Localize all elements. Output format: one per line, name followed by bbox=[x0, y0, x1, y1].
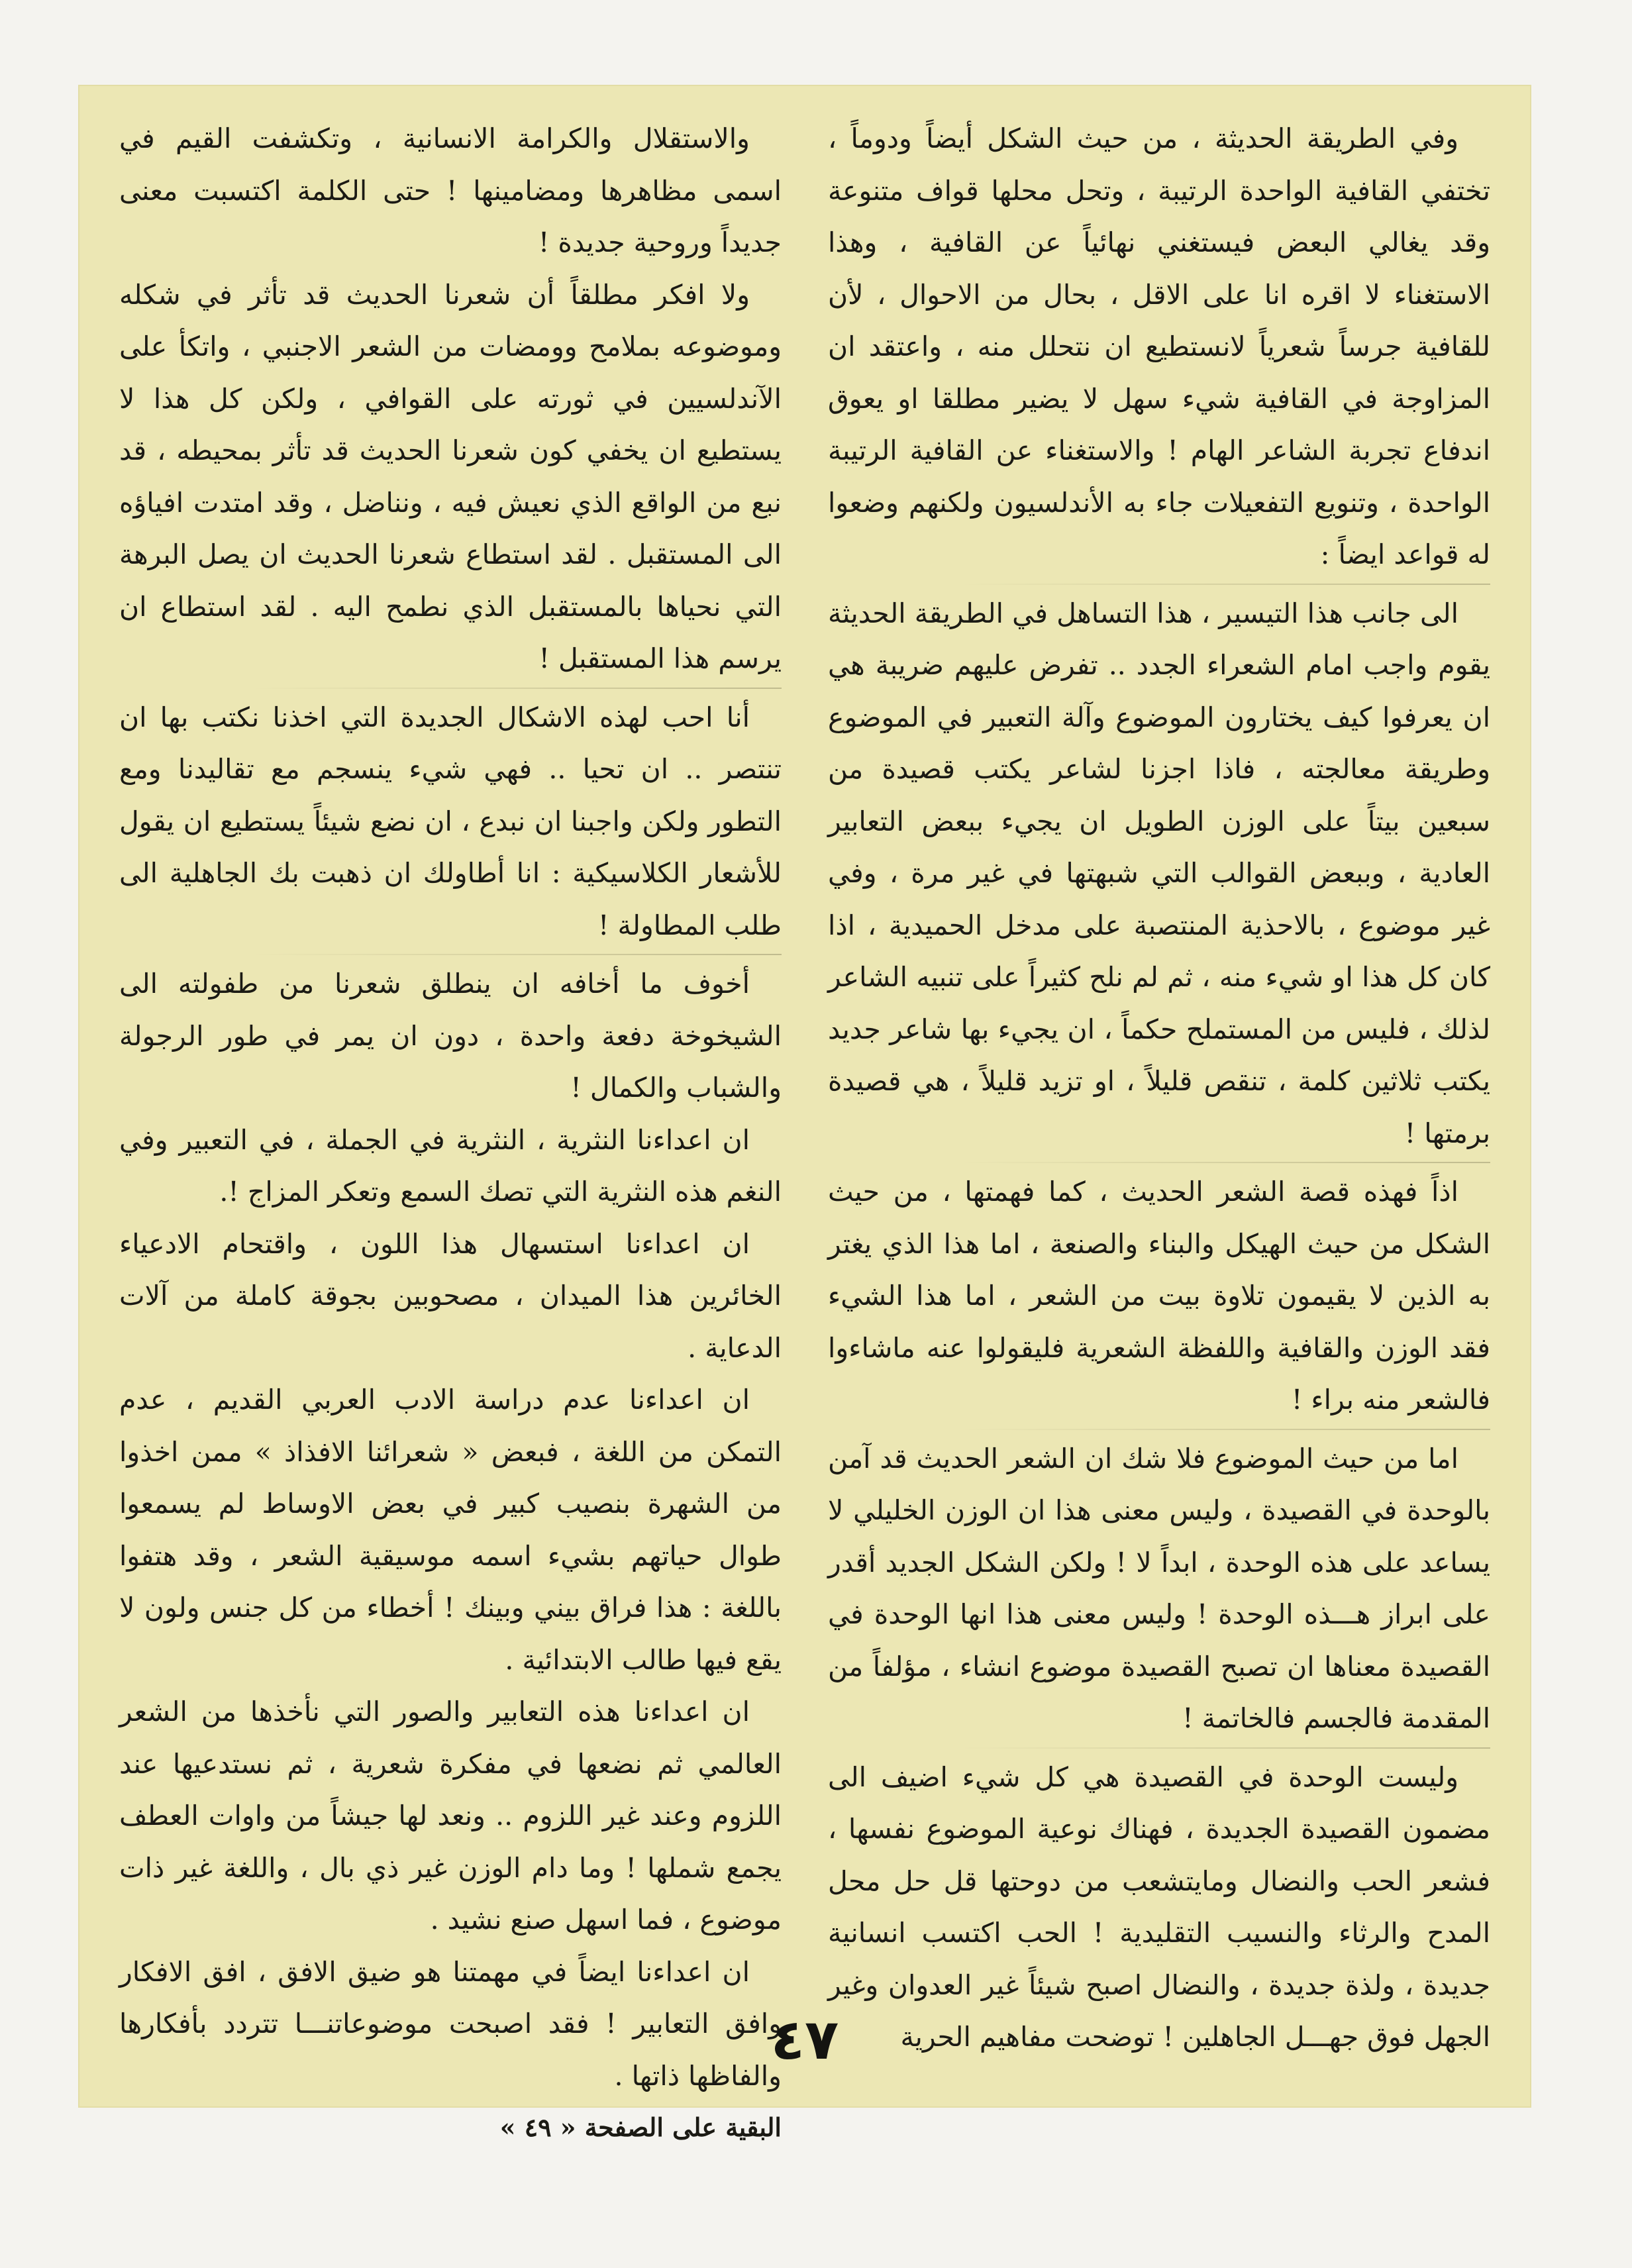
paragraph-divider bbox=[960, 1162, 1490, 1163]
paragraph-divider bbox=[960, 1747, 1490, 1749]
paragraph-divider bbox=[960, 584, 1490, 585]
paragraph: ان اعداءنا عدم دراسة الادب العربي القديم ، عدم التمكن من اللغة ، فبعض « شعرائنا الافذاذ » ممن اخذوا من الشهرة بنصيب كبير في بعض الاوساط لم يسمعوا طوال حياتهم بشيء اسمه موسيقية الشعر ، وقد هتفوا باللغة : هذا فراق بيني وبينك ! أخطاء من كل جنس ولون لا يقع فيها طالب الابتدائية . bbox=[119, 1384, 782, 1676]
paragraph: الى جانب هذا التيسير ، هذا التساهل في الطريقة الحديثة يقوم واجب امام الشعراء الجدد .. تفرض عليهم ضريبة هي ان يعرفوا كيف يختارون الموضوع وآلة التعبير في الموضوع وطريقة معالجته ، فاذا اجزنا لشاعر يكتب قصيدة من سبعين بيتاً على الوزن الطويل ان يجيء ببعض التعابير العادية ، وببعض القوالب التي شبهتها في غير مرة ، وفي غير موضوع ، بالاحذية المنتصبة على مدخل الحميدية ، اذا كان كل هذا او شيء منه ، ثم لم نلح كثيراً على تنبيه الشاعر لذلك ، فليس من المستملح حكماً ، ان يجيء بها شاعر جديد يكتب ثلاثين كلمة ، تنقص قليلاً ، او تزيد قليلاً ، هي قصيدة برمتها ! bbox=[828, 597, 1490, 1149]
paragraph: وليست الوحدة في القصيدة هي كل شيء اضيف الى مضمون القصيدة الجديدة ، فهناك نوعية الموضوع نفسها ، فشعر الحب والنضال ومايتشعب من دوحتها قل حل محل المدح والرثاء والنسيب التقليدية ! الحب اكتسب انسانية جديدة ، ولذة جديدة ، والنضال اصبح شيئاً غير العدوان وغير الجهل فوق جهـــل الجاهلين ! توضحت مفاهيم الحرية bbox=[828, 1761, 1490, 2053]
paragraph-divider bbox=[252, 688, 782, 689]
paragraph: اذاً فهذه قصة الشعر الحديث ، كما فهمتها ، من حيث الشكل من حيث الهيكل والبناء والصنعة ، اما هذا الذي يغتر به الذين لا يقيمون تلاوة بيت من الشعر ، اما هذا الشيء فقد الوزن والقافية واللفظة الشعرية فليقولوا عنه ماشاءوا فالشعر منه براء ! bbox=[828, 1176, 1490, 1416]
continuation-note: البقية على الصفحة « ٤٩ » bbox=[499, 2112, 782, 2142]
right-column bbox=[828, 113, 1490, 2053]
magazine-page bbox=[79, 86, 1530, 2142]
paragraph: ان اعداءنا هذه التعابير والصور التي نأخذها من الشعر العالمي ثم نضعها في مفكرة شعرية ، ثم نستدعيها عند اللزوم وعند غير اللزوم .. ونعد لها جيشاً من واوات العطف يجمع شملها ! وما دام الوزن غير ذي بال ، واللغة غير ذات موضوع ، فما اسهل صنع نشيد . bbox=[119, 1696, 782, 1935]
paragraph-divider bbox=[252, 954, 782, 955]
paragraph: ان اعداءنا النثرية ، النثرية في الجملة ، في التعبير وفي النغم هذه النثرية التي تصك السمع وتعكر المزاج !. bbox=[119, 1123, 782, 1208]
page-number: ٤٧ bbox=[770, 2007, 839, 2072]
paragraph: ان اعداءنا استسهال هذا اللون ، واقتحام الادعياء الخائرين هذا الميدان ، مصحوبين بجوقة كاملة من آلات الدعاية . bbox=[119, 1227, 782, 1364]
paragraph: ولا افكر مطلقاً أن شعرنا الحديث قد تأثر في شكله وموضوعه بملامح وومضات من الشعر الاجنبي ، واتكأ على الآندلسيين في ثورته على القوافي ، ولكن كل هذا لا يستطيع ان يخفي كون شعرنا الحديث قد تأثر بمحيطه ، قد نبع من الواقع الذي نعيش فيه ، ونناضل ، وقد امتدت افياؤه الى المستقبل . لقد استطاع شعرنا الحديث ان يصل البرهة التي نحياها بالمستقبل الذي نطمح اليه . لقد استطاع ان يرسم هذا المستقبل ! bbox=[119, 278, 782, 674]
paragraph: وفي الطريقة الحديثة ، من حيث الشكل أيضاً ودوماً ، تختفي القافية الواحدة الرتيبة ، وتحل محلها قواف متنوعة وقد يغالي البعض فيستغني نهائياً عن القافية ، وهذا الاستغناء لا اقره انا على الاقل ، بحال من الاحوال ، لأن للقافية جرساً شعرياً لانستطيع ان نتحلل منه ، واعتقد ان المزاوجة في القافية شيء سهل لا يضير مطلقا او يعوق اندفاع تجربة الشاعر الهام ! والاستغناء عن القافية الرتيبة الواحدة ، وتنويع التفعيلات جاء به الأندلسيون ولكنهم وضعوا له قواعد ايضاً : bbox=[828, 123, 1490, 570]
left-column bbox=[119, 113, 782, 2142]
paragraph: أخوف ما أخافه ان ينطلق شعرنا من طفولته الى الشيخوخة دفعة واحدة ، دون ان يمر في طور الرجولة والشباب والكمال ! bbox=[119, 968, 782, 1104]
paragraph: أنا احب لهذه الاشكال الجديدة التي اخذنا نكتب بها ان تنتصر .. ان تحيا .. فهي شيء ينسجم مع تقاليدنا ومع التطور ولكن واجبنا ان نبدع ، ان نضع شيئاً يستطيع ان يقول للأشعار الكلاسيكية : انا أطاولك ان ذهبت بك الجاهلية الى طلب المطاولة ! bbox=[119, 701, 782, 941]
paragraph: والاستقلال والكرامة الانسانية ، وتكشفت القيم في اسمى مظاهرها ومضامينها ! حتى الكلمة اكتسبت معنى جديداً وروحية جديدة ! bbox=[119, 123, 782, 258]
paragraph-divider bbox=[960, 1429, 1490, 1430]
paragraph: اما من حيث الموضوع فلا شك ان الشعر الحديث قد آمن بالوحدة في القصيدة ، وليس معنى هذا ان الوزن الخليلي لا يساعد على هذه الوحدة ، ابداً لا ! ولكن الشكل الجديد أقدر على ابراز هـــذه الوحدة ! وليس معنى هذا انها الوحدة في القصيدة معناها ان تصبح القصيدة موضوع انشاء ، مؤلفاً من المقدمة فالجسم فالخاتمة ! bbox=[828, 1442, 1490, 1734]
continuation-line bbox=[119, 2102, 782, 2154]
paragraph: ان اعداءنا ايضاً في مهمتنا هو ضيق الافق ، افق الافكار وافق التعابير ! فقد اصبحت موضوعاتنـــا تتردد بأفكارها والفاظها ذاتها . bbox=[119, 1955, 782, 2092]
